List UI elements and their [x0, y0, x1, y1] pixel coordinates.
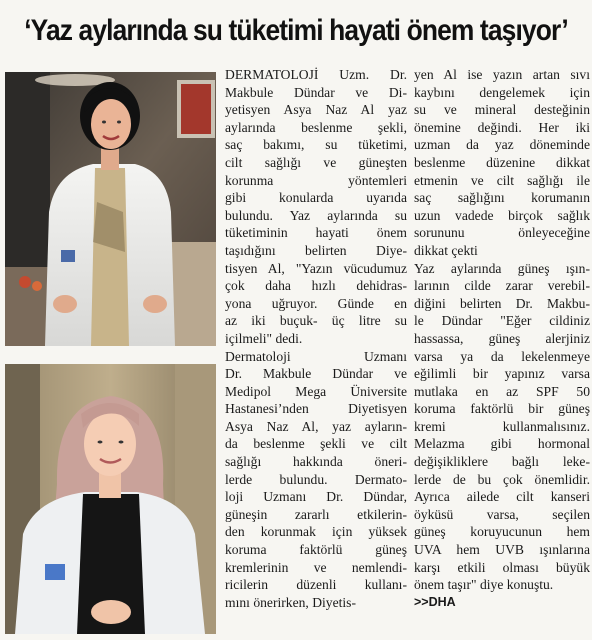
article-line: lerde bulundu. Dermato-: [225, 471, 407, 487]
article-line: güneş koruyucunun hem: [414, 524, 590, 540]
article-line: etmenin ve cilt sağlığı ile: [414, 172, 590, 188]
article-line: dikkat çekti: [414, 242, 478, 258]
article-line: aylarında beslenme şekli,: [225, 119, 407, 135]
article-line: mutlaka en az SPF 50: [414, 383, 590, 399]
article-line: tüketiminin hayati önem: [225, 225, 407, 241]
article-line: saç bakımı, su tüketimi,: [225, 137, 407, 153]
article-line: le Dündar "Eğer cildiniz: [414, 313, 590, 329]
article-line: kaybını dengelemek için: [414, 84, 590, 100]
article-line: tisyen Al, "Yazın vücudumuz: [225, 260, 407, 276]
article-line: değişikliklere bağlı leke-: [414, 454, 590, 470]
article-line: gibi konularda uyarıda: [225, 190, 407, 206]
article-line: yetisyen Asya Naz Al yaz: [225, 102, 407, 118]
article-line: cilt sağlığı ve güneşten: [225, 154, 407, 170]
article-line: DERMATOLOJİ Uzm. Dr.: [225, 67, 407, 82]
article-line: çok daha hızlı dehidras-: [225, 278, 407, 294]
article-line: az iki buçuk- üç litre su: [225, 313, 407, 329]
article-line: önem taşır" diye konuştu.: [414, 577, 554, 593]
article-line: su ve mineral desteğinin: [414, 102, 590, 118]
article-line: sağlığı hakkında öneri-: [225, 454, 407, 470]
photo-dietitian: [5, 364, 216, 634]
article-line: eğilimli bir yapınız varsa: [414, 366, 590, 382]
article-line: larının cilde zarar verebil-: [414, 278, 590, 294]
article-line: varsa ya da lekelenmeye: [414, 348, 590, 364]
photo-dermatologist: [5, 72, 216, 346]
article-column-2: [414, 66, 590, 611]
article-line: bulundu. Yaz aylarında su: [225, 207, 407, 223]
article-line: koruma faktörlü güneş: [225, 542, 407, 558]
article-line: Asya Naz Al, yaz ayların-: [225, 418, 407, 434]
article-line: da beslenme şekli ve cilt: [225, 436, 407, 452]
article-line: Dermatoloji Uzmanı: [225, 348, 407, 364]
byline: >>DHA: [414, 594, 456, 609]
article-line: karşı etkili olması büyük: [414, 559, 590, 575]
article-line: taşıdığını belirten Diye-: [225, 242, 407, 258]
article-line: uzman da yaz döneminde: [414, 137, 590, 153]
article-line: öyküsü varsa, seçilen: [414, 506, 590, 522]
article-line: mını önerirken, Diyetis-: [225, 594, 356, 610]
article-line: UVA hem UVB ışınlarına: [414, 542, 590, 558]
article-line: Hastanesi’nden Diyetisyen: [225, 401, 407, 417]
article-line: koruma faktörlü bir güneş: [414, 401, 590, 417]
article-line: diğini belirten Dr. Makbu-: [414, 295, 590, 311]
article-line: kremlerinin ve nemlendi-: [225, 559, 407, 575]
article-line: ricilerin düzenli kullanı-: [225, 577, 407, 593]
article-line: önemine değindi. Her iki: [414, 119, 590, 135]
article-line: beslenme düzenine dikkat: [414, 154, 590, 170]
article-line: içilmeli" dedi.: [225, 330, 303, 346]
article-line: Melazma gibi hormonal: [414, 436, 590, 452]
article-line: uzun vadede birçok sağlık: [414, 207, 590, 223]
article-line: Ayrıca ailede cilt kanseri: [414, 489, 590, 505]
article-line: Medipol Mega Üniversite: [225, 383, 407, 399]
article-line: Makbule Dündar ve Di-: [225, 84, 407, 100]
article-line: Yaz aylarında güneş ışın-: [414, 260, 590, 276]
article-line: Dr. Makbule Dündar ve: [225, 366, 407, 382]
article-line: sorununu önleyeceğine: [414, 225, 590, 241]
article-line: hassassa, güneş alerjiniz: [414, 330, 590, 346]
article-line: yen Al ise yazın artan sıvı: [414, 67, 590, 82]
article-line: korunma yöntemleri: [225, 172, 407, 188]
article-line: lerde de bu çok önemlidir.: [414, 471, 590, 487]
article-line: saç sağlığını korumanın: [414, 190, 590, 206]
article-line: güneşin zararlı etkilerin-: [225, 506, 407, 522]
article-line: kremi kullanmalısınız.: [414, 418, 590, 434]
article-column-1: [225, 66, 407, 611]
article-line: yona uğruyor. Günde en: [225, 295, 407, 311]
article-line: den korunmak için yüksek: [225, 524, 407, 540]
headline: ‘Yaz aylarında su tüketimi hayati önem taşıyor’: [24, 14, 568, 47]
article-line: loji Uzmanı Dr. Dündar,: [225, 489, 407, 505]
